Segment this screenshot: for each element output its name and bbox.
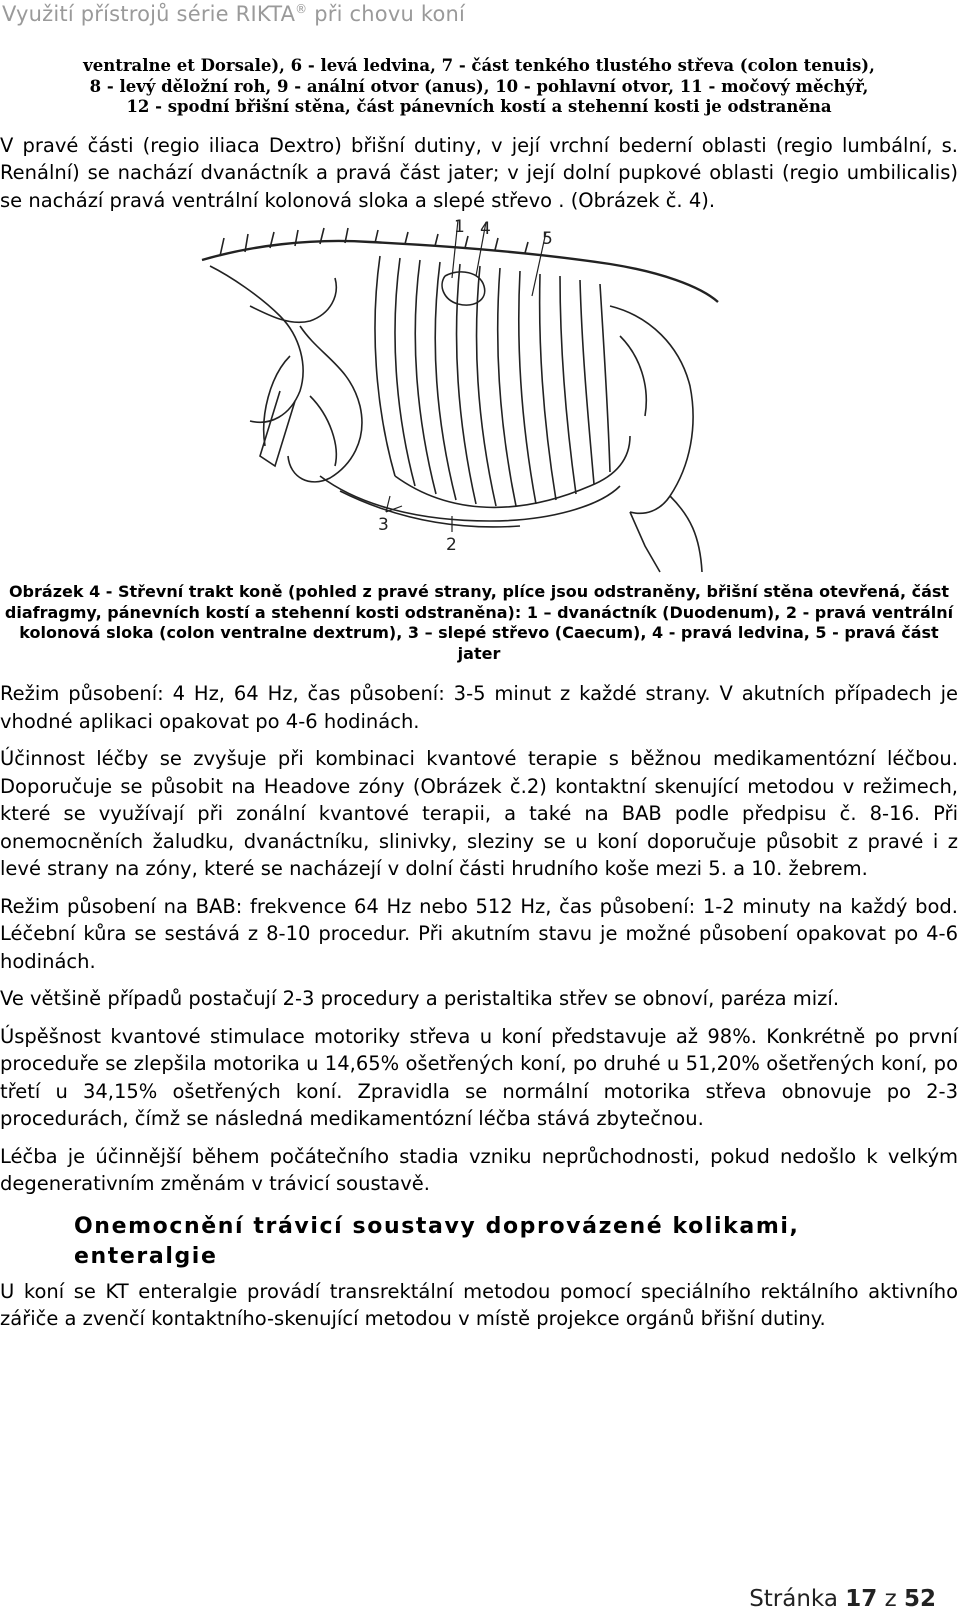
paragraph-right-abdomen: V pravé části (regio iliaca Dextro) břišní dutiny, v její vrchní bederní oblasti (regio lumbální, s. Renální) se nachází dvanáctník a pravá část jater; v její dolní pupkové oblasti (regio umbilicalis) se nachází pravá ventrální kolonová sloka a slepé střevo . (Obrázek č. 4).: [0, 133, 958, 212]
figure-label-5: 5: [542, 229, 553, 249]
page-number-prefix: Stránka: [749, 1586, 846, 1612]
horse-anatomy-illustration: [190, 216, 730, 574]
figure-label-3: 3: [378, 515, 389, 535]
section-heading-line: Onemocnění trávicí soustavy doprovázené kolikami,: [74, 1213, 800, 1239]
page-content: [0, 56, 958, 1333]
figure-caption: Obrázek 4 - Střevní trakt koně (pohled z pravé strany, plíce jsou odstraněny, břišní stěna otevřená, část diafragmy, pánevních kostí a stehenní kosti odstraněna): 1 – dvanáctník (Duodenum), 2 - pravá ventrální kolonová sloka (colon ventralne dextrum), 3 – slepé střevo (Caecum), 4 - pravá ledvina, 5 - pravá část jater: [4, 582, 954, 663]
paragraph-early-stage: Léčba je účinnější během počátečního stadia vzniku neprůchodnosti, pokud nedošlo k velkým degenerativním změnám v trávicí soustavě.: [0, 1144, 958, 1195]
caption-line: 8 - levý děložní roh, 9 - anální otvor (anus), 10 - pohlavní otvor, 11 - močový měchýř,: [89, 76, 869, 96]
paragraph-bab-mode: Režim působení na BAB: frekvence 64 Hz nebo 512 Hz, čas působení: 1-2 minuty na každý bod. Léčební kůra se sestává z 8-10 procedur. Při akutním stavu je možné působení opakovat po 4-6 hodinách.: [0, 894, 958, 973]
paragraph-mode: Režim působení: 4 Hz, 64 Hz, čas působení: 3-5 minut z každé strany. V akutních případech je vhodné aplikaci opakovat po 4-6 hodinách.: [0, 682, 958, 733]
figure-label-2: 2: [446, 535, 457, 555]
caption-line: 12 - spodní břišní stěna, část pánevních kostí a stehenní kosti je odstraněna: [126, 97, 832, 116]
page-number: [749, 1586, 936, 1612]
figure-label-4: 4: [480, 219, 491, 239]
section-heading-line: enteralgie: [74, 1243, 218, 1269]
paragraph-procedures: Ve většině případů postačují 2-3 procedury a peristaltika střev se obnoví, paréza mizí.: [0, 987, 840, 1010]
header-title-text: Využití přístrojů série RIKTA: [2, 2, 296, 26]
figure-label-1: 1: [454, 217, 465, 237]
page-header-title: [2, 2, 465, 26]
header-title-suffix: při chovu koní: [307, 2, 466, 26]
paragraph-enteralgia: U koní se KT enteralgie provádí transrektální metodou pomocí speciálního rektálního aktivního zářiče a zvenčí kontaktního-skenující metodou v místě projekce orgánů břišní dutiny.: [0, 1279, 958, 1330]
page-number-separator: z: [877, 1586, 904, 1612]
current-page: 17: [845, 1586, 878, 1612]
figure-horse-intestines: [0, 216, 958, 574]
paragraph-success-rate: Úspěšnost kvantové stimulace motoriky střeva u koní představuje až 98%. Konkrétně po první proceduře se zlepšila motorika u 14,65% ošetřených koní, po druhé u 51,20% ošetřených koní, po třetí u 34,15% ošetřených koní. Zpravidla se normální motorika střeva obnovuje po 2-3 procedurách, čímž se následná medikamentózní léčba stává zbytečnou.: [0, 1024, 958, 1130]
paragraph-effectiveness: Účinnost léčby se zvyšuje při kombinaci kvantové terapie s běžnou medikamentózní léčbou. Doporučuje se působit na Headove zóny (Obrázek č.2) kontaktní skenující metodou v režimech, které se využívají při zonální kvantové terapii, a také na BAB podle předpisu č. 8-16. Při onemocněních žaludku, dvanáctníku, slinivky, sleziny se u koní doporučuje působit z pravé i z levé strany na zóny, které se nacházejí v dolní části hrudního koše mezi 5. a 10. žebrem.: [0, 747, 958, 880]
registered-mark: ®: [295, 2, 308, 16]
caption-line: ventralne et Dorsale), 6 - levá ledvina, 7 - část tenkého tlustého střeva (colon tenuis),: [83, 56, 875, 75]
total-pages: 52: [903, 1586, 936, 1612]
section-heading: [0, 1212, 958, 1272]
figure-caption-continued: [0, 56, 958, 118]
